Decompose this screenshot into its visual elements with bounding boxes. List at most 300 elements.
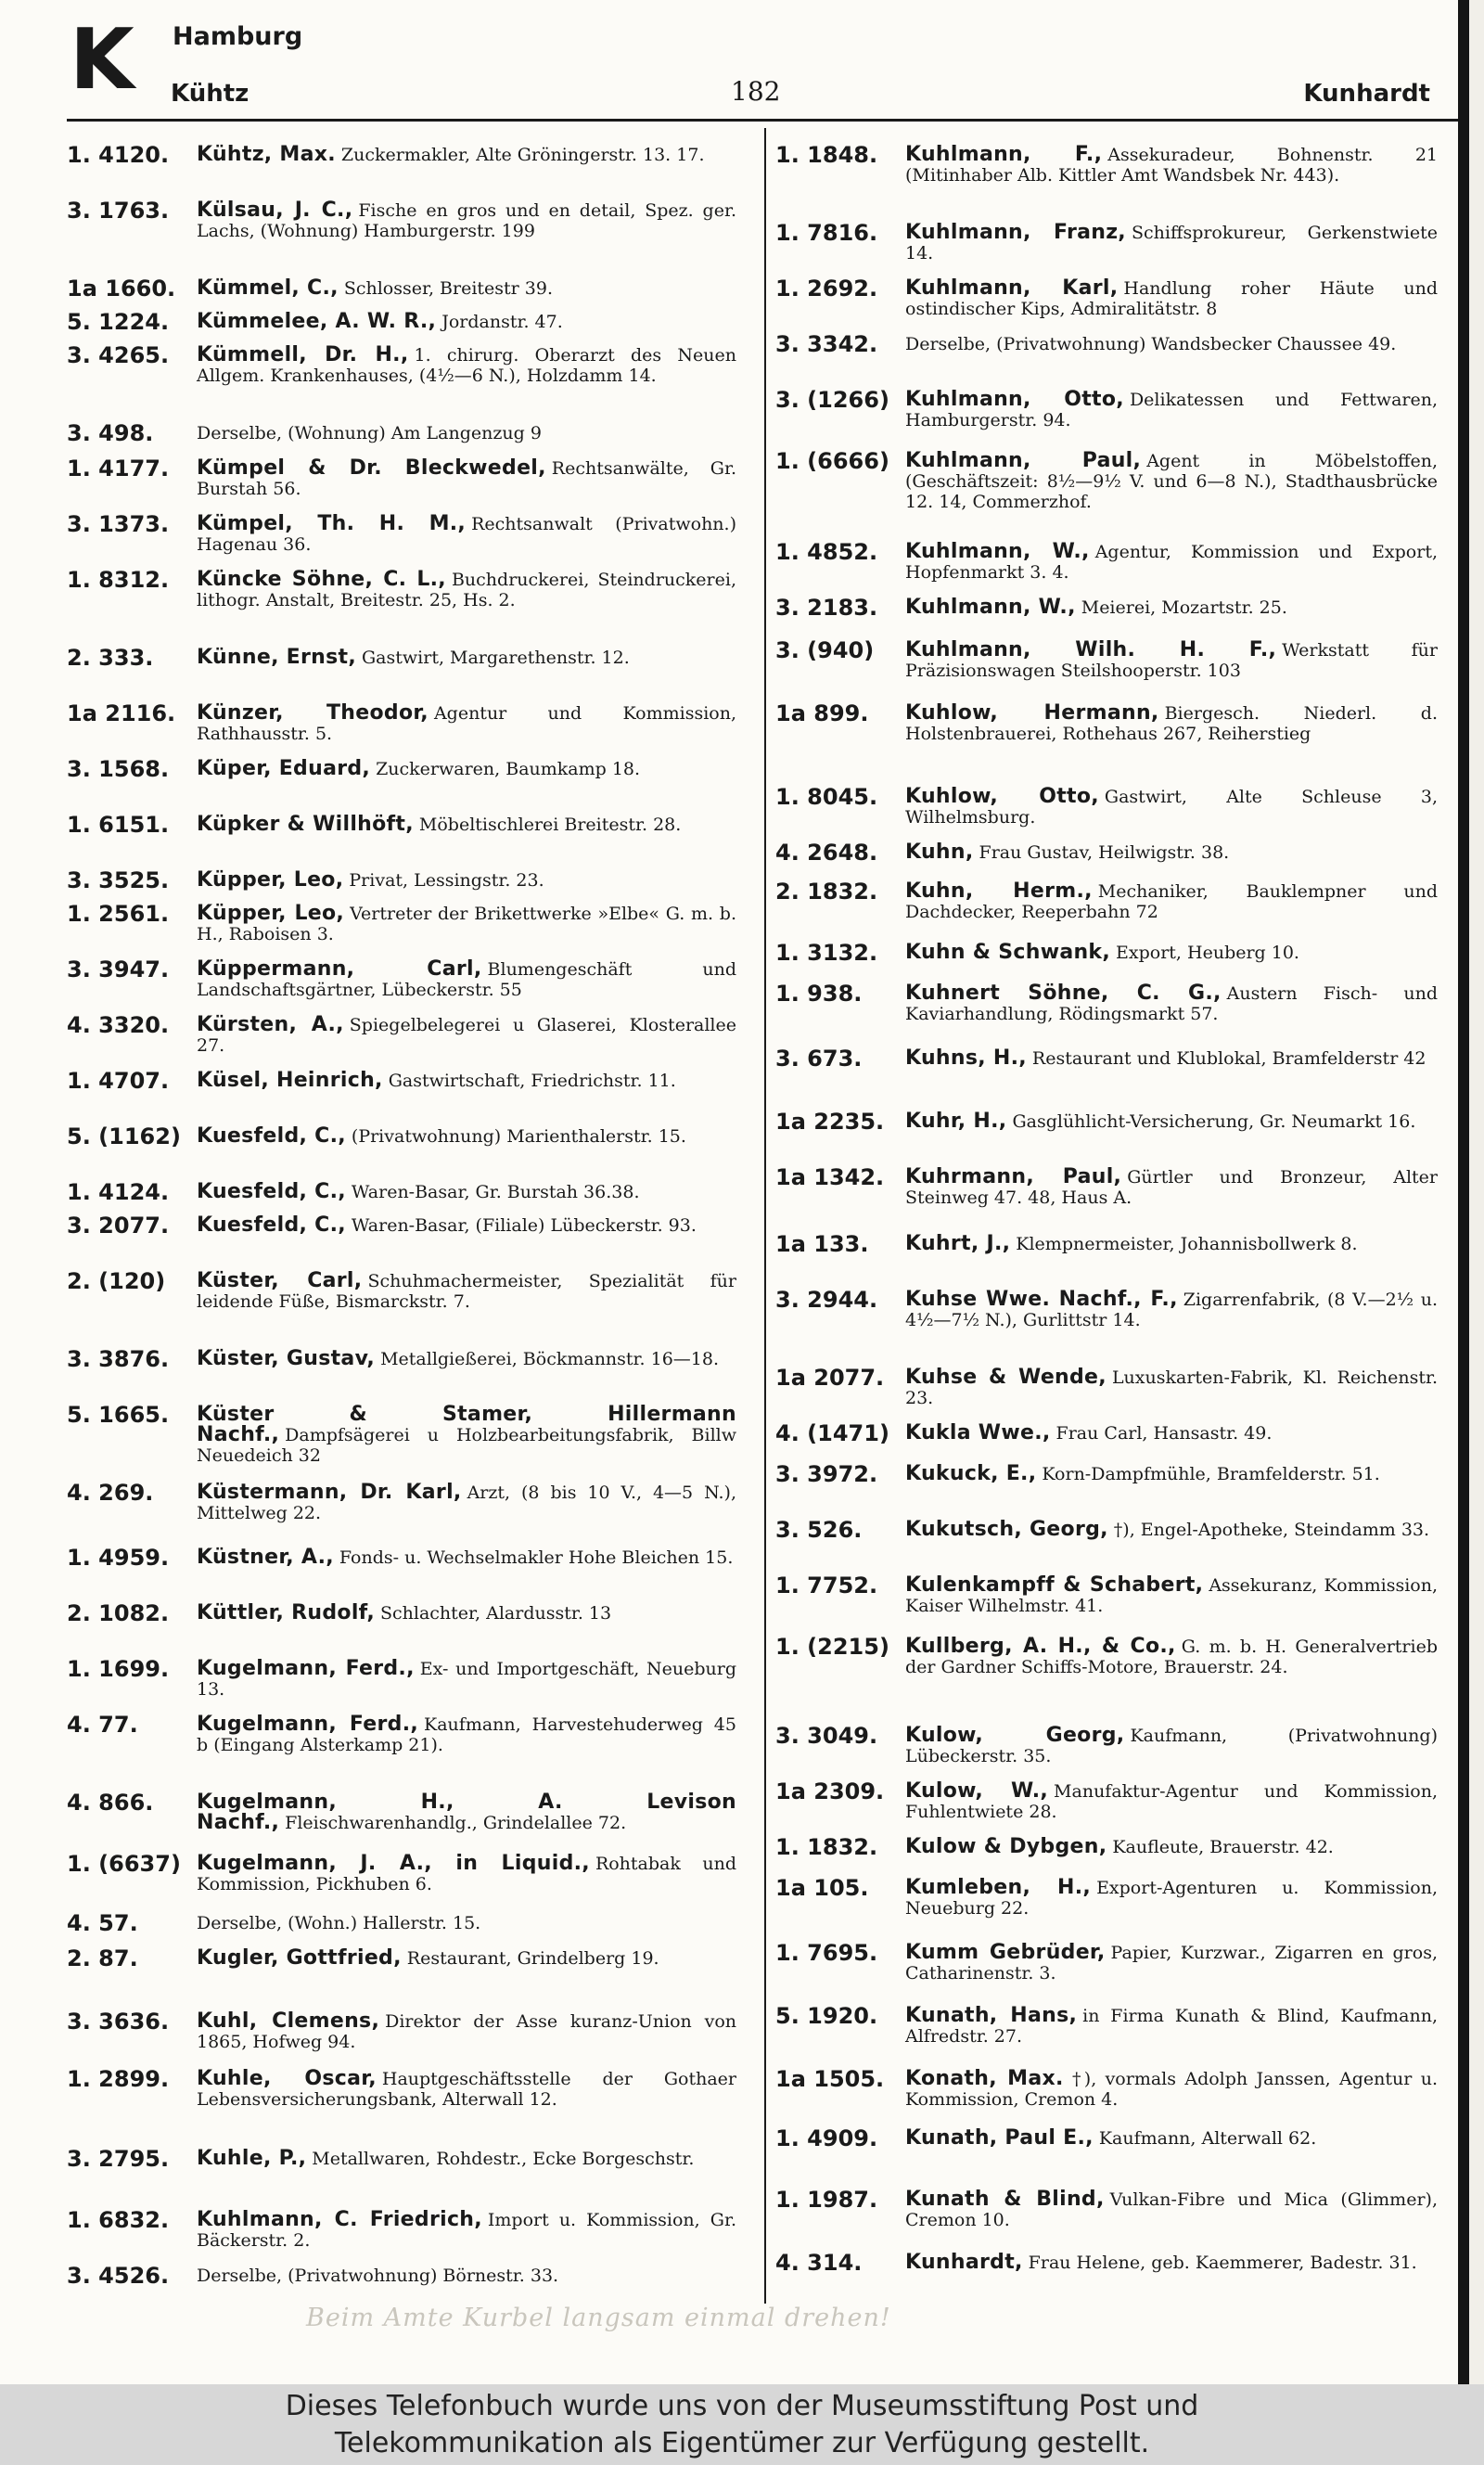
directory-entry xyxy=(775,2002,1438,2047)
entry-details: Manufaktur-Agentur und Kommission, Fuhlentwiete 28. xyxy=(905,1781,1438,1822)
subscriber-name: Kuhlmann, W., xyxy=(905,540,1090,563)
subscriber-name: Kuhlmann, Franz, xyxy=(905,221,1126,244)
phone-number: 4. 77. xyxy=(67,1712,138,1738)
entry-details: Gastwirt, Margarethenstr. 12. xyxy=(362,648,630,668)
entry-details: Austern Fisch- und Kaviarhandlung, Rödingsmarkt 57. xyxy=(905,983,1438,1024)
faded-footnote: Beim Amte Kurbel langsam einmal drehen! xyxy=(306,2304,891,2332)
entry-body xyxy=(197,275,736,299)
directory-entry xyxy=(775,1045,1438,1072)
subscriber-name: Kuhnert Söhne, C. G., xyxy=(905,982,1222,1005)
entry-body xyxy=(197,755,736,779)
subscriber-name: Küper, Eduard, xyxy=(197,757,371,780)
subscriber-name: Kuhlmann, Otto, xyxy=(905,388,1124,411)
phone-number: 3. 1763. xyxy=(67,198,170,224)
directory-entry xyxy=(775,1286,1438,1330)
phone-number: 1. 1848. xyxy=(775,142,878,168)
phone-number: 3. 2077. xyxy=(67,1213,170,1239)
entry-body xyxy=(905,1833,1438,1857)
directory-entry xyxy=(775,2125,1438,2149)
directory-entry xyxy=(775,1939,1438,1984)
entry-body xyxy=(905,275,1438,319)
phone-number: 3. (940) xyxy=(775,637,875,663)
entry-details: Ex- und Importgeschäft, Neueburg 13. xyxy=(197,1659,736,1700)
subscriber-name: Kunath, Hans, xyxy=(905,2004,1078,2027)
directory-entry xyxy=(67,1909,736,1936)
entry-body xyxy=(197,2262,736,2286)
directory-entry xyxy=(775,1230,1438,1257)
subscriber-name: Kunath & Blind, xyxy=(905,2188,1105,2211)
entry-details: Vulkan-Fibre und Mica (Glimmer), Cremon 10. xyxy=(905,2189,1438,2230)
subscriber-name: Kumleben, H., xyxy=(905,1876,1092,1899)
directory-entry xyxy=(67,455,736,499)
subscriber-name: Kuhr, H., xyxy=(905,1110,1007,1133)
entry-body xyxy=(905,1460,1438,1484)
entry-details: Derselbe, (Wohn.) Hallerstr. 15. xyxy=(197,1913,481,1933)
entry-details: Export, Heuberg 10. xyxy=(1116,943,1299,963)
entry-body xyxy=(905,839,1438,863)
entry-details: Rohtabak und Kommission, Pickhuben 6. xyxy=(197,1854,736,1894)
entry-body xyxy=(905,447,1438,512)
directory-entry xyxy=(67,1945,736,1969)
phone-number: 1. 3132. xyxy=(775,940,878,966)
phone-number: 1a 133. xyxy=(775,1231,869,1257)
subscriber-name: Kümmel, C., xyxy=(197,276,339,300)
subscriber-name: Kuhle, P., xyxy=(197,2147,307,2170)
phone-number: 1. 4959. xyxy=(67,1545,170,1571)
entry-body xyxy=(197,566,736,610)
directory-entry xyxy=(775,1572,1438,1616)
entry-details: Derselbe, (Privatwohnung) Wandsbecker Chaussee 49. xyxy=(905,334,1397,354)
entry-body xyxy=(197,1655,736,1700)
entry-details: Export-Agenturen u. Kommission, Neueburg 22. xyxy=(905,1878,1438,1919)
subscriber-name: Künzer, Theodor, xyxy=(197,701,429,725)
entry-body xyxy=(197,2065,736,2110)
subscriber-name: Küttler, Rudolf, xyxy=(197,1601,375,1624)
entry-body xyxy=(197,197,736,241)
entry-body xyxy=(197,1544,736,1568)
phone-number: 1a 105. xyxy=(775,1875,869,1901)
directory-entry xyxy=(67,275,736,302)
entry-body xyxy=(197,900,736,944)
entry-details: Kaufmann, (Privatwohnung) Lübeckerstr. 35. xyxy=(905,1726,1438,1766)
entry-details: Arzt, (8 bis 10 V., 4—5 N.), Mittelweg 22. xyxy=(197,1483,737,1523)
entry-body xyxy=(197,510,736,555)
subscriber-name: Kuhle, Oscar, xyxy=(197,2067,377,2090)
subscriber-name: Kugelmann, Ferd., xyxy=(197,1713,419,1736)
directory-entry xyxy=(67,1123,736,1147)
phone-number: 2. 333. xyxy=(67,645,154,671)
phone-number: 1. (6666) xyxy=(775,448,889,474)
directory-entry xyxy=(67,811,736,838)
entry-details: Schuhmachermeister, Spezialität für leidende Füße, Bismarckstr. 7. xyxy=(197,1271,736,1312)
subscriber-name: Künne, Ernst, xyxy=(197,646,356,669)
entry-body xyxy=(905,1722,1438,1766)
entry-body xyxy=(905,538,1438,583)
directory-entry xyxy=(775,1722,1438,1766)
phone-number: 1a 2116. xyxy=(67,700,176,726)
subscriber-name: Kuhlmann, Karl, xyxy=(905,276,1119,300)
phone-number: 1. 7695. xyxy=(775,1940,878,1966)
entry-body xyxy=(905,2065,1438,2110)
entry-body xyxy=(197,2206,736,2251)
phone-number: 5. 1665. xyxy=(67,1402,170,1428)
entry-body xyxy=(905,330,1438,354)
directory-entry xyxy=(775,636,1438,681)
subscriber-name: Kuesfeld, C., xyxy=(197,1124,346,1148)
phone-number: 3. 1373. xyxy=(67,511,170,537)
entry-details: Schlachter, Alardusstr. 13 xyxy=(379,1603,612,1624)
directory-entry xyxy=(775,1874,1438,1919)
phone-number: 1. 6151. xyxy=(67,812,170,838)
entry-body xyxy=(197,1123,736,1147)
phone-number: 1. (6637) xyxy=(67,1851,181,1877)
phone-number: 1. 1832. xyxy=(775,1834,878,1860)
directory-entry xyxy=(775,1364,1438,1408)
entry-details: Werkstatt für Präzisionswagen Steilshooperstr. 103 xyxy=(905,640,1438,681)
entry-details: Korn-Dampfmühle, Bramfelderstr. 51. xyxy=(1042,1464,1380,1484)
subscriber-name: Kuhn, Herm., xyxy=(905,879,1093,903)
phone-number: 4. 2648. xyxy=(775,840,878,866)
entry-body xyxy=(905,1286,1438,1330)
entry-details: Agentur, Kommission und Export, Hopfenmarkt 3. 4. xyxy=(905,542,1438,583)
entry-details: Restaurant und Klublokal, Bramfelderstr 42 xyxy=(1031,1048,1426,1069)
subscriber-name: Kugelmann, Ferd., xyxy=(197,1657,415,1680)
directory-entry xyxy=(775,386,1438,430)
entry-details: Waren-Basar, (Filiale) Lübeckerstr. 93. xyxy=(351,1215,697,1236)
subscriber-name: Kuhlmann, C. Friedrich, xyxy=(197,2208,482,2231)
phone-number: 3. 526. xyxy=(775,1517,863,1543)
subscriber-name: Küster, Carl, xyxy=(197,1269,363,1292)
entry-details: Gürtler und Bronzeur, Alter Steinweg 47. 48, Haus A. xyxy=(905,1167,1438,1208)
phone-number: 1. 2692. xyxy=(775,276,878,302)
directory-entry xyxy=(67,1401,736,1466)
phone-number: 1. 6832. xyxy=(67,2207,170,2233)
header-rule xyxy=(67,119,1458,122)
phone-number: 3. 3049. xyxy=(775,1723,878,1749)
directory-entry xyxy=(67,1267,736,1312)
directory-entry xyxy=(775,878,1438,922)
entry-details: Schiffsprokureur, Gerkenstwiete 14. xyxy=(905,223,1438,263)
entry-body xyxy=(905,1419,1438,1444)
entry-details: Zuckermakler, Alte Gröningerstr. 13. 17. xyxy=(340,145,705,165)
subscriber-name: Kuhse & Wende, xyxy=(905,1366,1107,1389)
directory-entry xyxy=(775,2186,1438,2230)
directory-entry xyxy=(775,1163,1438,1208)
phone-number: 2. 1832. xyxy=(775,879,878,905)
entry-details: Biergesch. Niederl. d. Holstenbrauerei, Rothehaus 267, Reiherstieg xyxy=(905,703,1438,744)
directory-entry xyxy=(775,1633,1438,1677)
directory-entry xyxy=(67,308,736,335)
directory-entry xyxy=(67,1544,736,1571)
directory-entry xyxy=(67,2206,736,2251)
directory-entry xyxy=(775,2065,1438,2110)
phone-number: 3. 3947. xyxy=(67,956,170,982)
phone-number: 1. 4124. xyxy=(67,1179,170,1205)
entry-details: Kaufleute, Brauerstr. 42. xyxy=(1112,1837,1334,1857)
phone-number: 1a 2309. xyxy=(775,1778,885,1804)
directory-entry xyxy=(67,1655,736,1700)
entry-details: Handlung roher Häute und ostindischer Kips, Admiralitätstr. 8 xyxy=(905,278,1438,319)
entry-details: in Firma Kunath & Blind, Kaufmann, Alfredstr. 27. xyxy=(905,2006,1438,2047)
entry-body xyxy=(197,1212,736,1236)
entry-body xyxy=(197,455,736,499)
directory-entry xyxy=(775,2249,1438,2276)
directory-entry xyxy=(67,566,736,610)
subscriber-name: Küpper, Leo, xyxy=(197,868,344,892)
entry-details: Assekuranz, Kommission, Kaiser Wilhelmstr. 41. xyxy=(905,1575,1438,1616)
phone-number: 1a 1342. xyxy=(775,1164,885,1190)
subscriber-name: Kuesfeld, C., xyxy=(197,1180,346,1203)
phone-number: 1. 4852. xyxy=(775,539,878,565)
entry-details: 1. chirurg. Oberarzt des Neuen Allgem. Krankenhauses, (4½—6 N.), Holzdamm 14. xyxy=(197,345,736,386)
directory-entry xyxy=(67,700,736,744)
entry-details: Fleischwarenhandlg., Grindelallee 72. xyxy=(285,1813,627,1833)
directory-entry xyxy=(775,783,1438,828)
subscriber-name: Kumm Gebrüder, xyxy=(905,1941,1106,1964)
subscriber-name: Konath, Max. xyxy=(905,2067,1064,2090)
entry-body xyxy=(905,2002,1438,2047)
entry-details: Direktor der Asse kuranz-Union von 1865, Hofweg 94. xyxy=(197,2011,736,2052)
entry-body xyxy=(905,2249,1438,2273)
subscriber-name: Kuhse Wwe. Nachf., F., xyxy=(905,1288,1178,1311)
directory-entry xyxy=(67,644,736,671)
entry-details: Metallgießerei, Böckmannstr. 16—18. xyxy=(380,1349,720,1369)
subscriber-name: Küncke Söhne, C. L., xyxy=(197,568,446,591)
phone-number: 1a 2235. xyxy=(775,1109,885,1135)
entry-details: Gasglühlicht-Versicherung, Gr. Neumarkt 16. xyxy=(1012,1111,1416,1132)
subscriber-name: Küpper, Leo, xyxy=(197,902,345,925)
subscriber-name: Kuhn, xyxy=(905,841,974,864)
entry-details: Import u. Kommission, Gr. Bäckerstr. 2. xyxy=(197,2210,736,2251)
entry-details: Derselbe, (Privatwohnung) Börnestr. 33. xyxy=(197,2266,559,2286)
entry-details: Jordanstr. 47. xyxy=(441,312,563,332)
phone-number: 1. 4120. xyxy=(67,142,170,168)
entry-details: Frau Carl, Hansastr. 49. xyxy=(1055,1423,1273,1444)
entry-details: Frau Helene, geb. Kaemmerer, Badestr. 31. xyxy=(1028,2253,1417,2273)
subscriber-name: Kuesfeld, C., xyxy=(197,1213,346,1237)
phone-number: 3. 3972. xyxy=(775,1461,878,1487)
directory-entry xyxy=(67,755,736,782)
entry-details: Spiegelbelegerei u Glaserei, Klosterallee 27. xyxy=(197,1015,736,1056)
entry-body xyxy=(197,141,736,165)
phone-number: 3. 3342. xyxy=(775,331,878,357)
entry-body xyxy=(197,1267,736,1312)
subscriber-name: Kuhns, H., xyxy=(905,1046,1027,1070)
entry-body xyxy=(905,700,1438,744)
entry-body xyxy=(905,783,1438,828)
entry-details: Zuckerwaren, Baumkamp 18. xyxy=(376,759,641,779)
phone-number: 4. 3320. xyxy=(67,1012,170,1038)
subscriber-name: Kuhlmann, Wilh. H. F., xyxy=(905,638,1277,661)
subscriber-name: Küster & Stamer, Hillermann Nachf., xyxy=(197,1403,736,1446)
phone-number: 3. 4526. xyxy=(67,2263,170,2289)
entry-body xyxy=(905,1939,1438,1984)
phone-number: 1. (2215) xyxy=(775,1634,889,1660)
phone-number: 3. (1266) xyxy=(775,387,889,413)
subscriber-name: Küsel, Heinrich, xyxy=(197,1069,383,1092)
subscriber-name: Kugler, Gottfried, xyxy=(197,1946,402,1970)
adjacent-page-edge xyxy=(1469,0,1484,2384)
subscriber-name: Kuhrmann, Paul, xyxy=(905,1165,1122,1188)
page-edge-rule xyxy=(1458,0,1469,2384)
entry-body xyxy=(197,1401,736,1466)
entry-body xyxy=(197,2008,736,2052)
subscriber-name: Kümpel, Th. H. M., xyxy=(197,512,467,535)
entry-body xyxy=(905,1633,1438,1677)
entry-details: Privat, Lessingstr. 23. xyxy=(349,870,544,891)
phone-number: 2. 1082. xyxy=(67,1600,170,1626)
directory-entry xyxy=(775,1460,1438,1487)
subscriber-name: Küstermann, Dr. Karl, xyxy=(197,1481,462,1504)
directory-entry xyxy=(775,538,1438,583)
subscriber-name: Kuhlow, Otto, xyxy=(905,785,1099,808)
entry-details: Blumengeschäft und Landschaftsgärtner, Lübeckerstr. 55 xyxy=(197,959,736,1000)
directory-entry xyxy=(67,1599,736,1624)
entry-body xyxy=(197,1711,736,1755)
subscriber-name: Kuhn & Schwank, xyxy=(905,941,1111,964)
phone-number: 1. 2899. xyxy=(67,2066,170,2092)
subscriber-name: Külsau, J. C., xyxy=(197,199,353,222)
phone-number: 3. 1568. xyxy=(67,756,170,782)
entry-details: Gastwirt, Alte Schleuse 3, Wilhelmsburg. xyxy=(905,787,1438,828)
directory-entry xyxy=(67,341,736,386)
entry-body xyxy=(197,419,736,443)
entry-body xyxy=(905,1572,1438,1616)
entry-body xyxy=(905,1108,1438,1132)
directory-entry xyxy=(775,1108,1438,1135)
entry-body xyxy=(197,700,736,744)
phone-number: 1. 7816. xyxy=(775,220,878,246)
directory-entry xyxy=(775,839,1438,866)
phone-number: 3. 4265. xyxy=(67,342,170,368)
entry-details: (Privatwohnung) Marienthalerstr. 15. xyxy=(351,1126,686,1147)
directory-entry xyxy=(67,141,736,168)
directory-entry xyxy=(67,2145,736,2172)
directory-entry xyxy=(67,1212,736,1239)
subscriber-name: Küpker & Willhöft, xyxy=(197,813,414,836)
subscriber-name: Kuhlmann, Paul, xyxy=(905,449,1142,472)
page-number: 182 xyxy=(731,76,781,107)
directory-entry xyxy=(67,1067,736,1094)
entry-details: Metallwaren, Rohdestr., Ecke Borgeschstr. xyxy=(312,2149,695,2169)
subscriber-name: Kukutsch, Georg, xyxy=(905,1518,1108,1541)
entry-body xyxy=(905,1045,1438,1069)
entry-body xyxy=(197,644,736,668)
subscriber-name: Kuhlmann, W., xyxy=(905,596,1076,619)
phone-number: 4. 866. xyxy=(67,1790,154,1816)
entry-details: Rechtsanwalt (Privatwohn.) Hagenau 36. xyxy=(197,514,736,555)
entry-body xyxy=(905,878,1438,922)
directory-entry xyxy=(67,1850,736,1894)
footer-line-2: Telekommunikation als Eigentümer zur Verfügung gestellt. xyxy=(334,2427,1150,2459)
subscriber-name: Kuhrt, J., xyxy=(905,1232,1011,1255)
entry-details: Agentur und Kommission, Rathhausstr. 5. xyxy=(197,703,736,744)
entry-details: Restaurant, Grindelberg 19. xyxy=(406,1948,659,1969)
phone-number: 3. 2183. xyxy=(775,595,878,621)
entry-details: Rechtsanwälte, Gr. Burstah 56. xyxy=(197,458,736,499)
donation-footer xyxy=(0,2384,1484,2465)
directory-entry xyxy=(67,1479,736,1523)
phone-number: 1. 4707. xyxy=(67,1068,170,1094)
entry-body xyxy=(905,2125,1438,2149)
subscriber-name: Küster, Gustav, xyxy=(197,1347,376,1370)
entry-details: †), Engel-Apotheke, Steindamm 33. xyxy=(1113,1520,1430,1540)
subscriber-name: Kullberg, A. H., & Co., xyxy=(905,1635,1176,1658)
directory-entry xyxy=(67,1178,736,1205)
entry-details: Luxuskarten-Fabrik, Kl. Reichenstr. 23. xyxy=(905,1367,1438,1408)
phone-number: 3. 2795. xyxy=(67,2146,170,2172)
entry-details: Zigarrenfabrik, (8 V.—2½ u. 4½—7½ N.), Gurlittstr 14. xyxy=(905,1290,1438,1330)
phone-number: 4. 314. xyxy=(775,2250,863,2276)
phone-number: 5. 1224. xyxy=(67,309,170,335)
entry-body xyxy=(197,1067,736,1091)
phone-number: 1. 2561. xyxy=(67,901,170,927)
entry-details: Vertreter der Brikettwerke »Elbe« G. m. b. H., Raboisen 3. xyxy=(197,904,737,944)
directory-entry xyxy=(67,1789,736,1833)
directory-entry xyxy=(775,447,1438,512)
phone-number: 1a 899. xyxy=(775,700,869,726)
entry-body xyxy=(197,1789,736,1833)
directory-entry xyxy=(67,1711,736,1755)
city-heading: Hamburg xyxy=(173,22,303,51)
entry-body xyxy=(905,1516,1438,1540)
directory-entry xyxy=(775,939,1438,966)
footer-line-1: Dieses Telefonbuch wurde uns von der Museumsstiftung Post und xyxy=(285,2390,1199,2422)
subscriber-name: Küppermann, Carl, xyxy=(197,957,482,981)
entry-body xyxy=(905,636,1438,681)
phone-number: 1. 8045. xyxy=(775,784,878,810)
entry-body xyxy=(905,219,1438,263)
entry-body xyxy=(197,308,736,332)
directory-entry xyxy=(67,867,736,891)
entry-details: Meierei, Mozartstr. 25. xyxy=(1081,597,1287,618)
directory-entry xyxy=(67,1345,736,1372)
entry-body xyxy=(197,811,736,835)
subscriber-name: Kukla Wwe., xyxy=(905,1421,1051,1444)
subscriber-name: Kulenkampff & Schabert, xyxy=(905,1573,1204,1597)
entry-details: Derselbe, (Wohnung) Am Langenzug 9 xyxy=(197,423,542,443)
entry-body xyxy=(905,594,1438,618)
entry-details: Waren-Basar, Gr. Burstah 36.38. xyxy=(351,1182,640,1202)
last-entry-keyword: Kunhardt xyxy=(1303,80,1430,108)
phone-number: 3. 3525. xyxy=(67,867,170,893)
directory-entry xyxy=(775,275,1438,319)
directory-entry xyxy=(67,197,736,241)
directory-entry xyxy=(775,700,1438,744)
phone-number: 3. 498. xyxy=(67,420,154,446)
entry-body xyxy=(197,2145,736,2169)
entry-body xyxy=(905,939,1438,963)
entry-body xyxy=(197,1909,736,1933)
phone-number: 1a 1660. xyxy=(67,276,176,302)
phone-number: 1. 1699. xyxy=(67,1656,170,1682)
subscriber-name: Kulow & Dybgen, xyxy=(905,1835,1107,1858)
entry-body xyxy=(197,1945,736,1969)
phone-number: 4. 57. xyxy=(67,1910,138,1936)
entry-body xyxy=(197,1850,736,1894)
subscriber-name: Kuhlmann, F., xyxy=(905,143,1103,166)
entry-body xyxy=(905,141,1438,186)
directory-entry xyxy=(67,2008,736,2052)
phone-number: 1. 4177. xyxy=(67,456,170,481)
entry-body xyxy=(197,1178,736,1202)
phone-number: 2. (120) xyxy=(67,1268,166,1294)
subscriber-name: Kuhl, Clemens, xyxy=(197,2009,380,2033)
subscriber-name: Kugelmann, H., A. Levison Nachf., xyxy=(197,1791,736,1834)
phone-number: 3. 3876. xyxy=(67,1346,170,1372)
entry-details: Dampfsägerei u Holzbearbeitungsfabrik, Billw Neuedeich 32 xyxy=(197,1425,736,1466)
entry-body xyxy=(197,1345,736,1369)
